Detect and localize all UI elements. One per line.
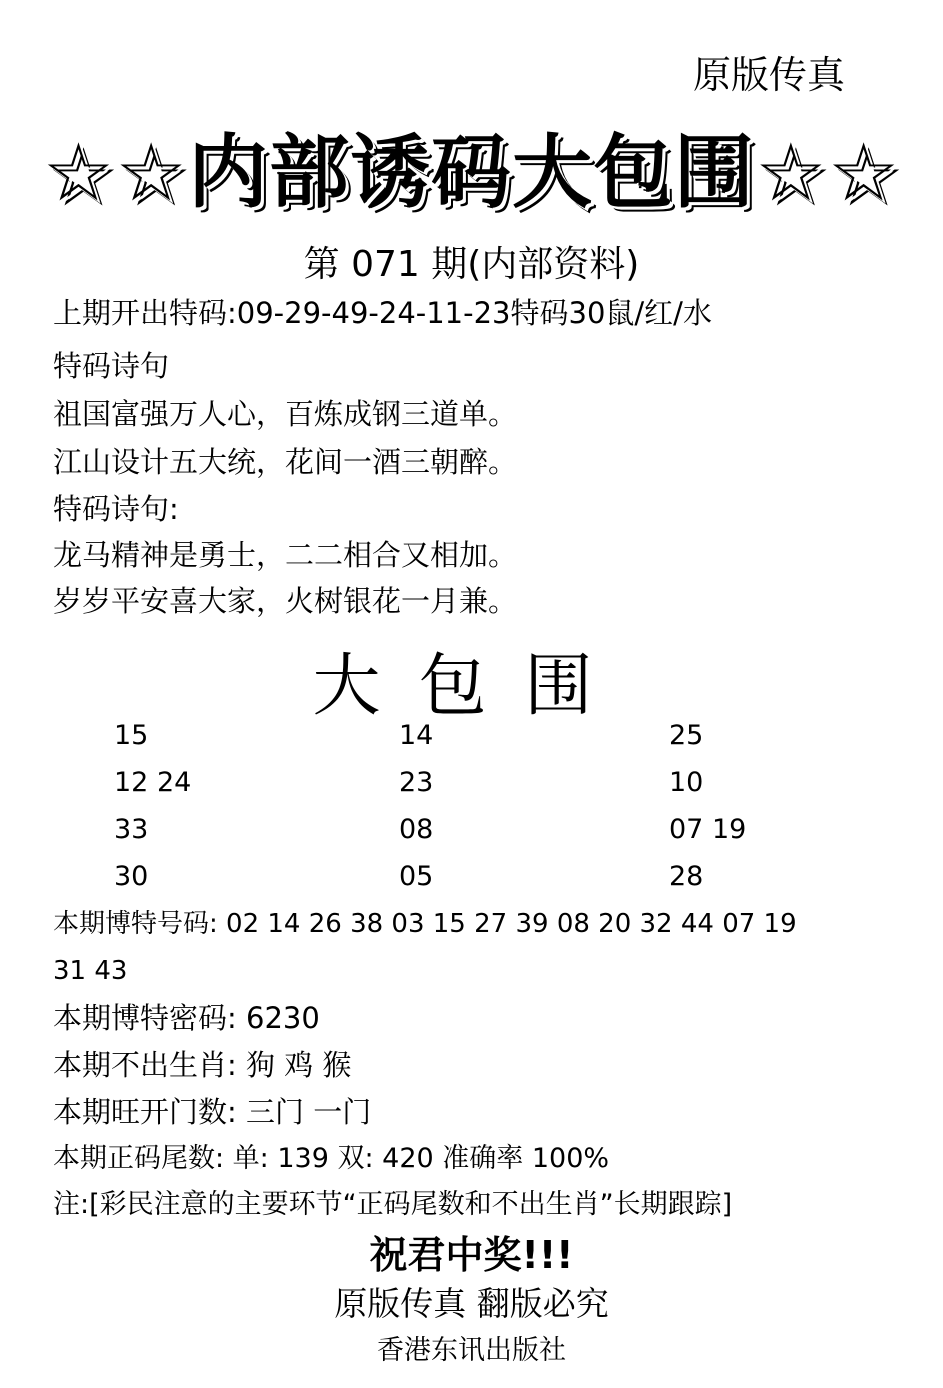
- zodiac-out: 本期不出生肖: 狗 鸡 猴: [53, 1048, 352, 1082]
- fax-note: 原版传真: [692, 53, 845, 97]
- grid-cell: 14: [399, 720, 434, 751]
- wish-text: 祝君中奖!!!: [369, 1233, 574, 1277]
- grid-cell: 08: [399, 814, 434, 845]
- grid-cell: 23: [399, 767, 434, 798]
- gate-count: 本期旺开门数: 三门 一门: [53, 1095, 372, 1129]
- grid-cell: 07 19: [669, 814, 747, 845]
- grid-cell: 12 24: [114, 767, 192, 798]
- big-title: 大包围: [312, 647, 631, 726]
- grid-cell: 30: [114, 861, 149, 892]
- special-numbers: 本期博特号码: 02 14 26 38 03 15 27 39 08 20 32 44 07 19: [53, 909, 797, 939]
- issue-number: 第 071 期(内部资料): [303, 244, 640, 285]
- poem-heading-1: 特码诗句: [53, 349, 170, 383]
- grid-cell: 25: [669, 720, 704, 751]
- publisher: 香港东讯出版社: [377, 1335, 566, 1366]
- last-draw: 上期开出特码:09-29-49-24-11-23特码30鼠/红/水: [53, 296, 712, 330]
- poem-line: 江山设计五大统，花间一酒三朝醉。: [53, 445, 518, 479]
- grid-cell: 33: [114, 814, 149, 845]
- grid-cell: 10: [669, 767, 704, 798]
- page-title: ☆☆内部诱码大包围☆☆: [42, 126, 901, 219]
- poem-line: 龙马精神是勇士，二二相合又相加。: [53, 538, 518, 572]
- grid-cell: 28: [669, 861, 704, 892]
- secret-code: 本期博特密码: 6230: [53, 1001, 320, 1035]
- tail-numbers: 本期正码尾数: 单: 139 双: 420 准确率 100%: [53, 1143, 610, 1174]
- special-numbers-cont: 31 43: [53, 956, 128, 986]
- poem-line: 祖国富强万人心，百炼成钢三道单。: [53, 397, 518, 431]
- note: 注:[彩民注意的主要环节“正码尾数和不出生肖”长期跟踪]: [53, 1189, 733, 1220]
- poem-heading-2: 特码诗句:: [53, 492, 179, 526]
- grid-cell: 05: [399, 861, 434, 892]
- poem-line: 岁岁平安喜大家，火树银花一月兼。: [53, 584, 518, 618]
- fax-copyright: 原版传真 翻版必究: [334, 1284, 609, 1323]
- grid-cell: 15: [114, 720, 149, 751]
